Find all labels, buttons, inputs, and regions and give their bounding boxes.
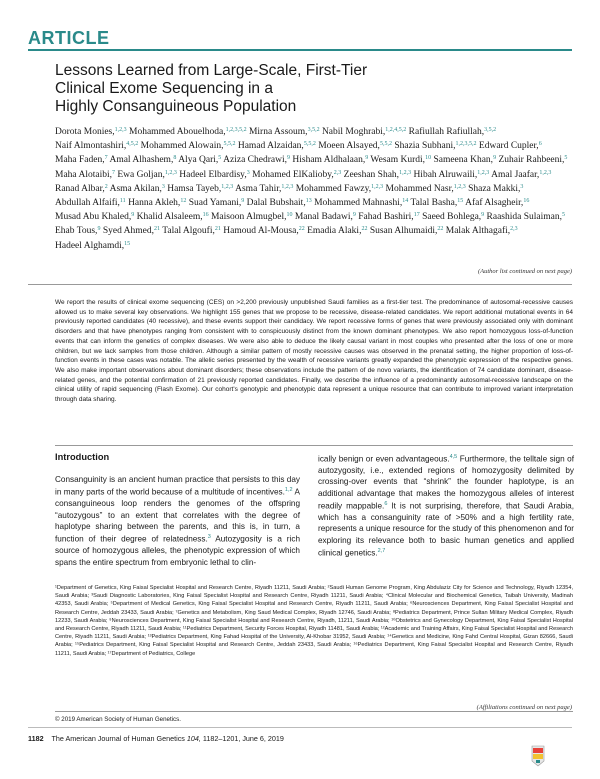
intro-left-column [55,452,300,568]
copyright-divider [55,711,573,712]
abstract-text: We report the results of clinical exome sequencing (CES) on >2,200 previously unpublished Saudi families as a first-tier test. The predominance of autosomal-recessive causes allowed us to make several key observations. We highlight 155 genes that we propose to be recessive, disease-related candidates. We report additional mutational events in 64 previously reported candidates (40 recessive), and these events support their candidacy. We report recessive forms of genes that were previously associated only with dominant disorders and that have phenotypes ranging from consistent with to conspicuously distinct from the known dominant phenotypes. We also report homozygous loss-of-function events that can inform the genetics of complex diseases. We were also able to deduce the likely causal variant in most couples who presented after the loss of one or more children, but we lack samples from those children. Although a similar pattern of mostly recessive causes was observed in the prenatal setting, the higher proportion of loss-of-function events in these cases was notable. The allelic series presented by the wealth of recessive variants greatly expanded the phenotypic expression of the respective genes. We also make important observations about dominant disorders; these observations include the pattern of de novo variants, the identification of 74 candidate dominant, disease-related genes, and the potential confirmation of 21 previously reported candidates. Finally, we describe the influence of a predominantly autosomal-recessive landscape on the clinical utility of rapid sequencing (Flash Exome). Our cohort's genotypic and phenotypic data represent a unique resource that can contribute to improved variant interpretation through data sharing. [55,299,573,404]
author-name: Saeed Bohlega,$^9$ [422,212,485,223]
author-name: Fahad Bashiri,$^{17}$ [358,212,420,223]
author-name: Maha Faden,$^7$ [55,155,108,166]
author-name: Amal Alhashem,$^8$ [109,155,177,166]
journal-volume: 104, [186,734,201,743]
author-name: Afaf Alsagheir,$^{16}$ [465,198,530,209]
author-name: Suad Yamani,$^9$ [188,198,245,209]
author-list [55,124,575,252]
author-name: Asma Tahir,$^{1,2,3}$ [235,183,294,194]
crossmark-icon[interactable] [530,745,546,767]
author-name: Mohammed Nasr,$^{1,2,3}$ [385,183,466,194]
author-name: Alya Qari,$^5$ [178,155,222,166]
author-name: Hadeel Alghamdi,$^{15}$ [55,240,131,251]
intro-paragraph-right: ically benign or even advantageous.$^{4,5}$ Furthermore, the telltale sign of autozygosity, i.e., extended regions of homozygosity delimited by crossing-over events that “shrink” the founder haplotype, is an additional advantage that makes the homozygous alleles of interest readily mappable.$^6$ It is not surprising, therefore, that Saudi Arabia, which has a consanguinity rate of >50% and a high fertility rate, represents a unique resource for the study of this phenomenon and for exploring its relevance both to basic human genetics and applied clinical genetics.$^{2,7}$ [318,454,574,558]
intro-divider [55,445,573,446]
author-name: Hibah Alruwaili,$^{1,2,3}$ [413,169,490,180]
author-name: Talal Basha,$^{15}$ [410,198,464,209]
author-name: Maisoon Almugbel,$^{10}$ [210,212,293,223]
author-name: Mohammed Fawzy,$^{1,2,3}$ [295,183,384,194]
intro-right-column [318,452,574,559]
pages-date: 1182–1201, June 6, 2019 [202,734,284,743]
intro-paragraph-left: Consanguinity is an ancient human practice that persists to this day in many parts of the world because of a multitude of incentives.$^{1,2}$ A consanguineous loop renders the genomes of the offspring “autozygous” to an extent that correlates with the degree of haplotype sharing between the parents, and this is, in turn, a function of their degree of relatedness.$^3$ Autozygosity is a rich source of homozygous alleles, the phenotypic expression of which spans the entire spectrum from embryonic lethal to clin- [55,475,300,567]
author-name: Moeen Alsayed,$^{5,5,2}$ [318,141,392,152]
author-name: Amal Jaafar,$^{1,2,3}$ [491,169,552,180]
copyright-notice: © 2019 American Society of Human Genetics. [55,716,181,723]
author-name: Edward Cupler,$^6$ [478,141,542,152]
header-divider [28,49,572,51]
abstract-divider [28,284,572,285]
author-name: Zuhair Rahbeeni,$^5$ [498,155,568,166]
author-name: Nabil Moghrabi,$^{1,2,4,5,2}$ [321,127,407,137]
journal-name: The American Journal of Human Genetics [51,734,185,743]
author-name: Malak Althagafi,$^{2,3}$ [445,226,518,237]
author-name: Maha Alotaibi,$^7$ [55,169,115,180]
author-name: Ranad Albar,$^2$ [55,183,108,194]
author-name: Wesam Kurdi,$^{10}$ [370,155,432,166]
author-name: Mirna Assoum,$^{3,5,2}$ [248,127,320,137]
author-name: Aziza Chedrawi,$^9$ [223,155,290,166]
author-name: Naif Almontashiri,$^{4,5,2}$ [55,141,139,152]
footer-divider [28,727,572,728]
author-name: Dalal Bubshait,$^{13}$ [246,198,312,209]
article-type-label: ARTICLE [28,28,110,48]
author-name: Raashida Sulaiman,$^5$ [486,212,565,223]
author-name: Musad Abu Khaled,$^9$ [55,212,135,223]
author-list-continued-note: (Author list continued on next page) [477,268,572,275]
page-number: 1182 [28,734,44,743]
intro-heading: Introduction [55,452,110,462]
author-name: Dorota Monies,$^{1,2,3}$ [55,127,127,137]
author-name: Asma Akilan,$^3$ [109,183,165,194]
author-name: Hamoud Al-Mousa,$^{22}$ [223,226,305,237]
author-name: Mohammed Alowain,$^{5,5,2}$ [140,141,236,152]
affiliations-text: ¹Department of Genetics, King Faisal Specialist Hospital and Research Centre, Riyadh 11211, Saudi Arabia; ²Saudi Human Genome Program, King Abdulaziz City for Science and Technology, Riyadh 12354, Saudi Arabia; ³Saudi Diagnostic Laboratories, King Faisal Specialist Hospital and Research Centre, Riyadh 11211, Saudi Arabia; ⁴Clinical Molecular and Biochemical Genetics, Taibah University, Madinah 42353, Saudi Arabia; ⁵Department of Medical Genetics, King Faisal Specialist Hospital and Research Centre, Riyadh 11211, Saudi Arabia; ⁶Neurosciences Department, King Faisal Specialist Hospital and Research Centre, Jeddah 23433, Saudi Arabia; ⁷Genetics and Metabolism, King Saud Medical Complex, Riyadh 12746, Saudi Arabia; ⁸Pediatrics Department, Prince Sultan Military Medical Complex, Riyadh 12233, Saudi Arabia; ⁹Neurosciences Department, King Faisal Specialist Hospital and Research Centre, Riyadh, 11211, Saudi Arabia; ¹⁰Obstetrics and Gynecology Department, King Faisal Specialist Hospital and Research Centre, Riyadh 11211, Saudi Arabia; ¹¹Pediatrics Department, Security Forces Hospital, Riyadh 11481, Saudi Arabia; ¹²Academic and Training Affairs, King Faisal Specialist Hospital and Research Centre, Riyadh 11211, Saudi Arabia; ¹³Pediatrics Department, King Fahad Hospital of the University, Al-Khobar 31952, Saudi Arabia; ¹⁴Genetics and Medicine, King Fahd Central Hospital, Gizan 82666, Saudi Arabia; ¹⁵Pediatrics Department, King Faisal Specialist Hospital and Research Centre, Jeddah 23433, Saudi Arabia; ¹⁶Pediatrics Department, King Faisal Specialist Hospital and Research Centre, Riyadh 11211, Saudi Arabia; ¹⁷Department of Pediatrics, College [55,585,573,657]
affiliations-continued-note: (Affiliations continued on next page) [476,704,572,711]
author-name: Shaza Makki,$^3$ [468,183,524,194]
author-name: Shazia Subhani,$^{1,2,3,5,2}$ [394,141,477,152]
author-name: Ehab Tous,$^9$ [55,226,101,237]
title-line: Lessons Learned from Large-Scale, First-Tier [55,62,368,79]
author-name: Hanna Akleh,$^{12}$ [128,198,187,209]
article-title [55,62,475,116]
author-name: Talal Algoufi,$^{21}$ [162,226,221,237]
author-name: Rafiullah Rafiullah,$^{3,5,2}$ [408,127,497,137]
page-footer [28,734,284,743]
author-name: Hisham Aldhalaan,$^9$ [292,155,369,166]
author-name: Khalid Alsaleem,$^{16}$ [136,212,209,223]
author-name: Emadia Alaki,$^{22}$ [307,226,368,237]
author-name: Hamad Alzaidan,$^{5,5,2}$ [237,141,316,152]
author-name: Mohammed Mahnashi,$^{14}$ [314,198,409,209]
author-name: Abdullah Alfaifi,$^{11}$ [55,198,126,209]
author-name: Susan Alhumaidi,$^{22}$ [369,226,444,237]
author-name: Mohamed ElKalioby,$^{2,3}$ [252,169,342,180]
author-name: Ewa Goljan,$^{1,2,3}$ [117,169,177,180]
author-name: Sameena Khan,$^9$ [433,155,497,166]
title-line: Clinical Exome Sequencing in a [55,80,273,97]
author-name: Hamsa Tayeb,$^{1,2,3}$ [167,183,234,194]
author-name: Syed Ahmed,$^{21}$ [102,226,161,237]
author-name: Hadeel Elbardisy,$^3$ [179,169,250,180]
author-name: Mohammed Abouelhoda,$^{1,2,3,5,2}$ [129,127,247,137]
author-name: Zeeshan Shah,$^{1,2,3}$ [343,169,412,180]
title-line: Highly Consanguineous Population [55,98,297,115]
author-name: Manal Badawi,$^9$ [294,212,356,223]
